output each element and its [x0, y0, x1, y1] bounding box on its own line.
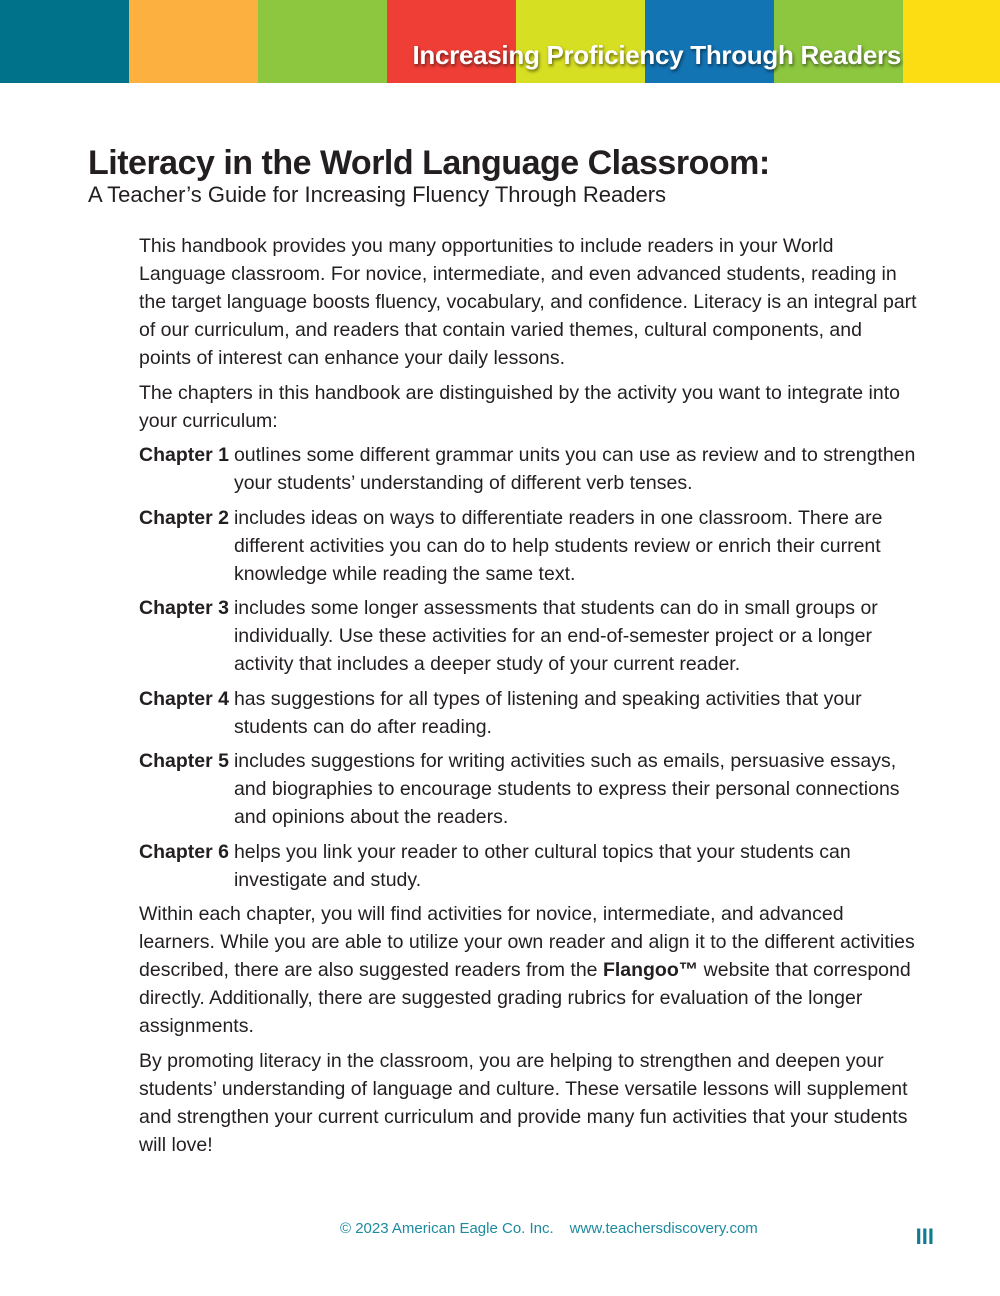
page-number: III [915, 1224, 934, 1249]
chapter-item [139, 441, 919, 497]
chapter-item [139, 594, 919, 678]
chapter-label: Chapter 2 [139, 506, 229, 529]
color-block [903, 0, 1000, 83]
chapter-text: outlines some different grammar units you can use as review and to strengthen your students’ understanding of different verb tenses. [233, 444, 916, 494]
chapter-text: includes suggestions for writing activities such as emails, persuasive essays, and biographies to encourage students to express their personal connections and opinions about the readers. [233, 750, 900, 828]
copyright: © 2023 American Eagle Co. Inc. [340, 1220, 554, 1237]
chapter-label: Chapter 6 [139, 840, 229, 863]
intro-paragraph: This handbook provides you many opportunities to include readers in your World Language classroom. For novice, intermediate, and even advanced students, reading in the target language boosts fluency, vocabulary, and confidence. Literacy is an integral part of our curriculum, and readers that contain varied themes, cultural components, and points of interest can enhance your daily lessons. [139, 235, 917, 369]
chapter-text: helps you link your reader to other cultural topics that your students can investigate and study. [233, 840, 851, 891]
page-title: Literacy in the World Language Classroom: [88, 144, 770, 182]
chapter-item [139, 747, 919, 831]
chapter-label: Chapter 1 [139, 444, 229, 466]
banner-title: Increasing Proficiency Through Readers [412, 40, 901, 70]
chapter-item [139, 504, 919, 588]
footer [340, 1220, 758, 1237]
body-content [139, 232, 919, 1165]
website-link[interactable]: www.teachersdiscovery.com [569, 1220, 758, 1237]
closing-paragraph [139, 900, 919, 1040]
chapter-label: Chapter 5 [139, 750, 229, 772]
closing-text: website that correspond directly. Additionally, there are suggested grading rubrics for evaluation of the longer assignments. [139, 959, 911, 1037]
chapter-label: Chapter 3 [139, 597, 229, 619]
color-block [258, 0, 387, 83]
brand-name: Flangoo™ [602, 959, 699, 981]
intro-paragraph: The chapters in this handbook are distinguished by the activity you want to integrate into your curriculum: [139, 381, 900, 432]
chapter-item [139, 838, 919, 894]
chapter-item [139, 685, 919, 741]
closing-text: Within each chapter, you will find activities for novice, intermediate, and advanced learners. While you are able to utilize your own reader and align it to the different activities described, there are also suggested readers from the [139, 903, 915, 981]
page-subtitle: A Teacher’s Guide for Increasing Fluency Through Readers [88, 182, 667, 207]
chapter-text: includes some longer assessments that students can do in small groups or individually. Use these activities for an end-of-semester project or a longer activity that includes a deeper study of your current reader. [233, 597, 878, 675]
chapter-text: includes ideas on ways to differentiate readers in one classroom. There are different activities you can do to help students review or enrich their current knowledge while reading the same text. [233, 506, 883, 585]
chapter-label: Chapter 4 [139, 687, 229, 710]
closing-paragraph: By promoting literacy in the classroom, you are helping to strengthen and deepen your students’ understanding of language and culture. These versatile lessons will supplement and strengthen your current curriculum and provide many fun activities that your students will love! [139, 1049, 908, 1156]
chapter-text: has suggestions for all types of listening and speaking activities that your students can do after reading. [233, 687, 862, 738]
header-banner [0, 0, 1000, 83]
color-block [129, 0, 258, 83]
color-block [0, 0, 129, 83]
